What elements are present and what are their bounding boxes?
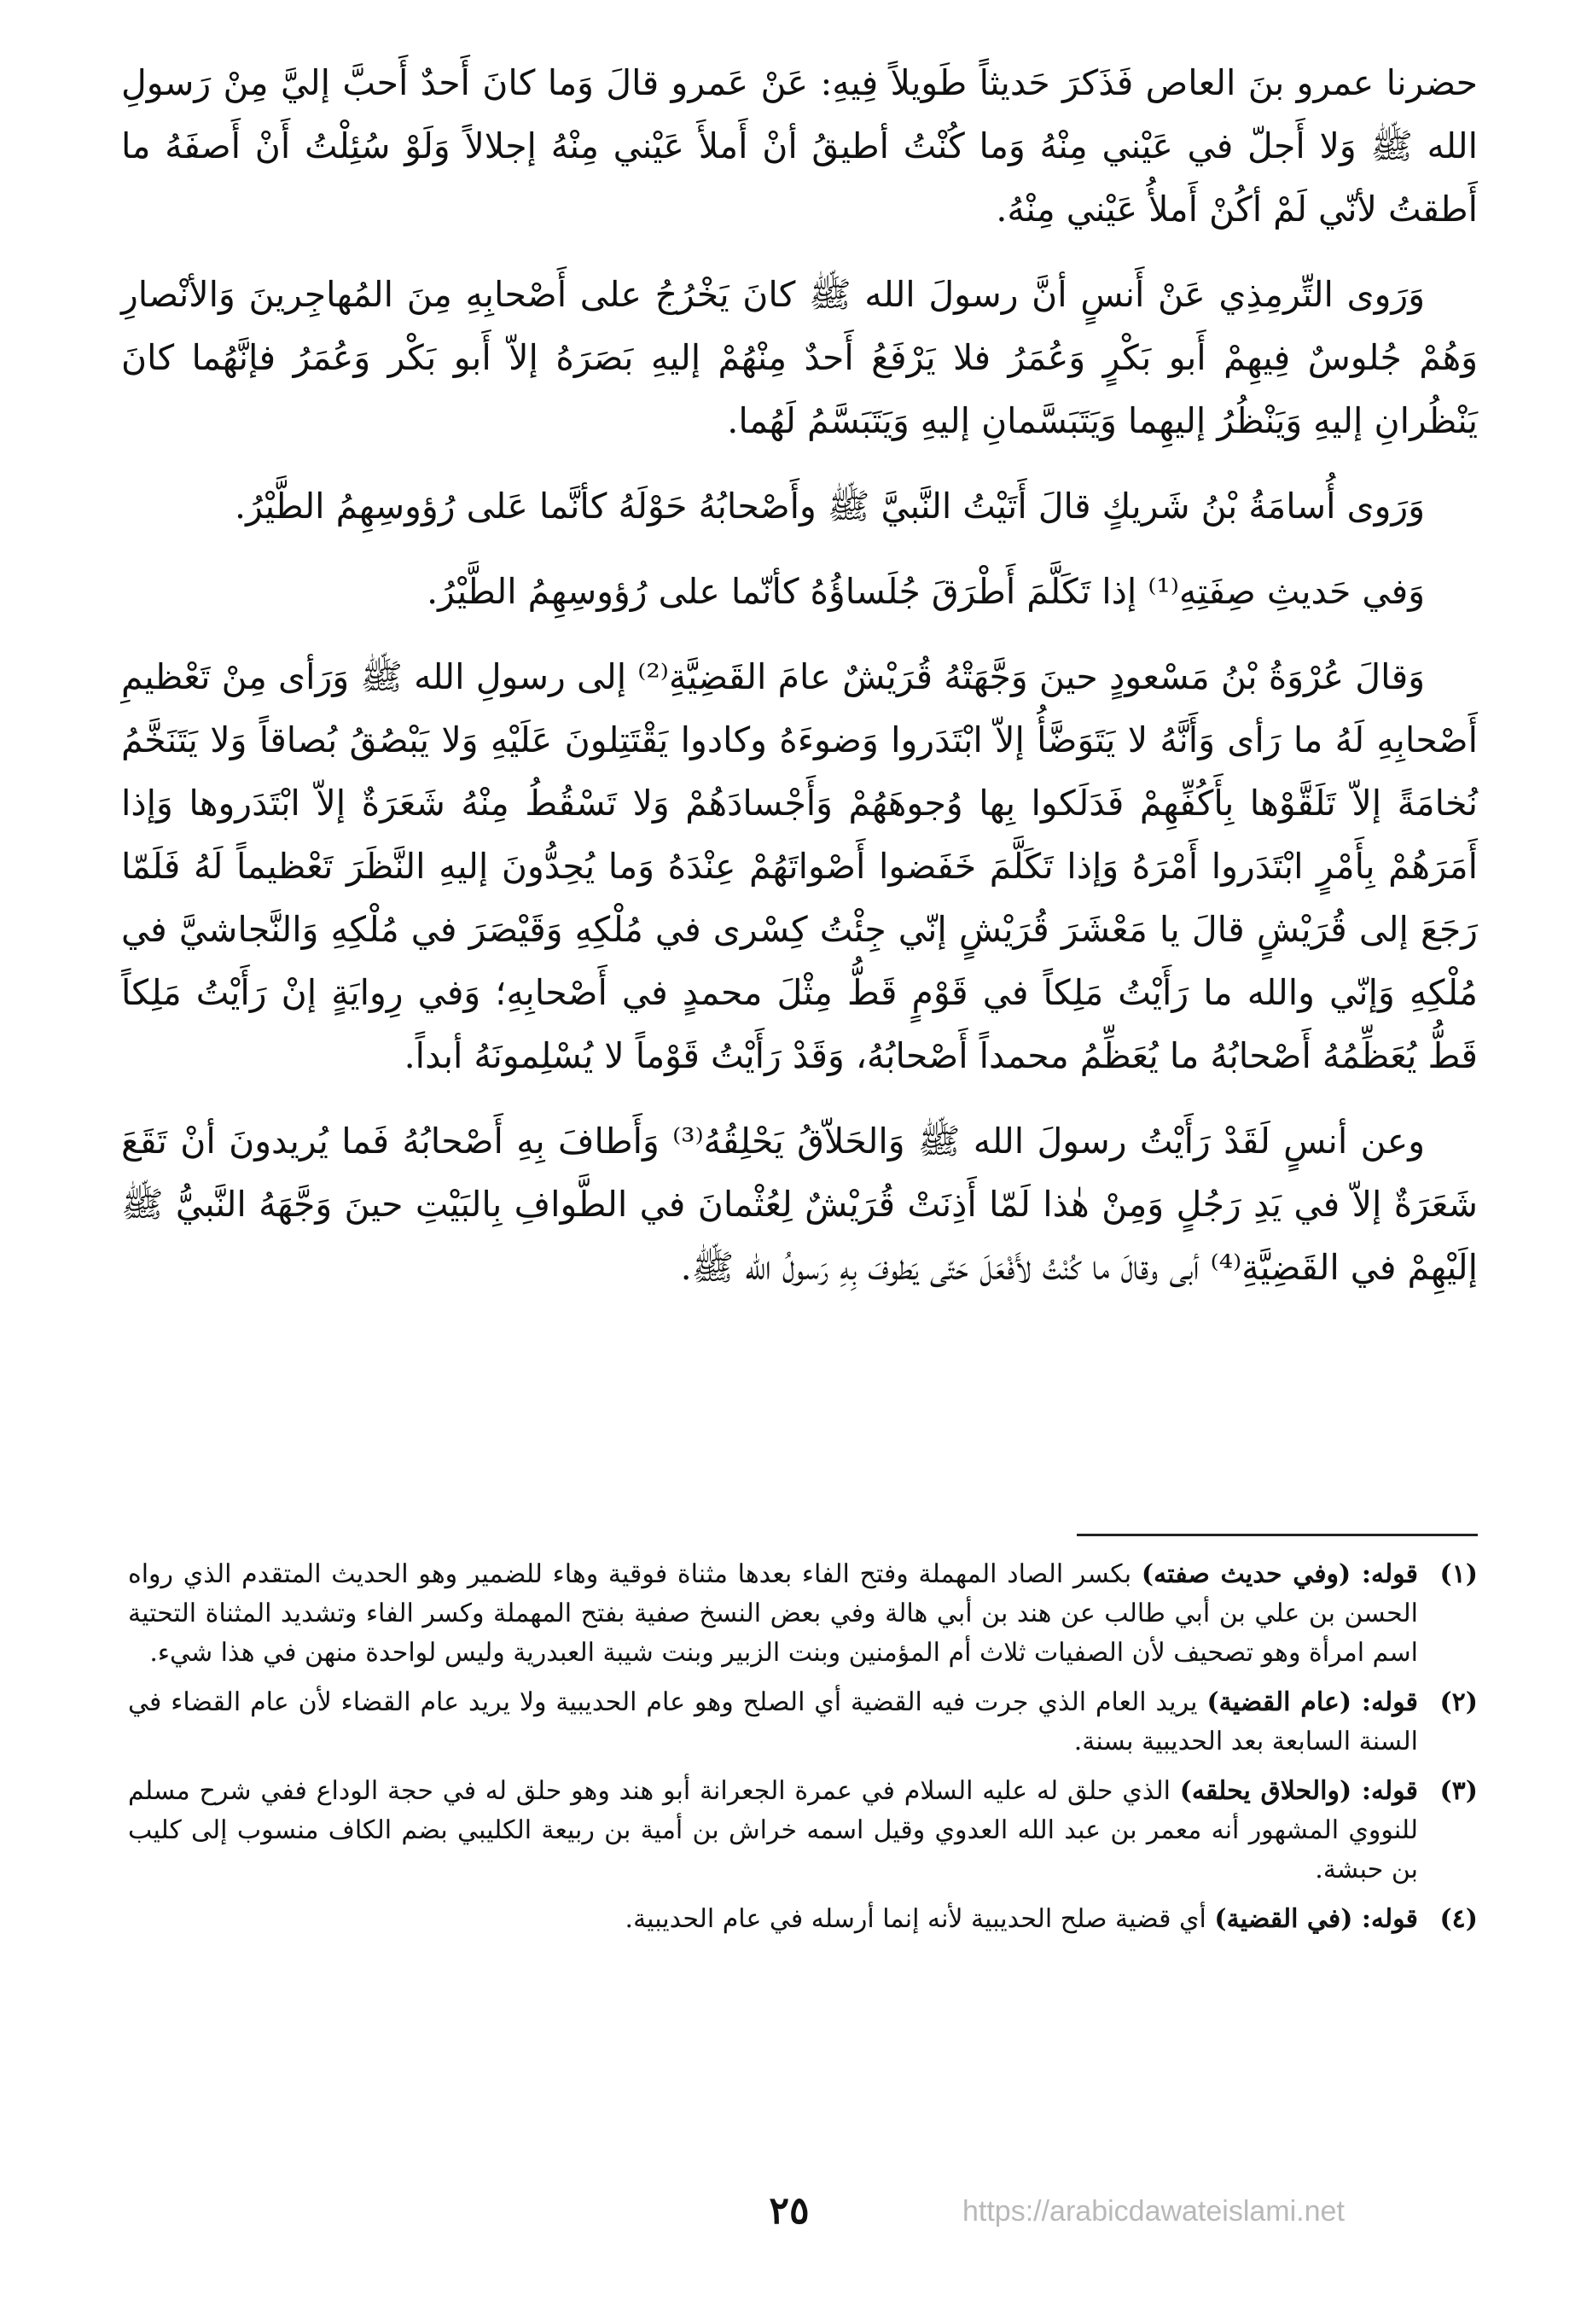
footnote-lead: قوله: (وفي حديث صفته) (1141, 1559, 1418, 1589)
footnote (128, 1772, 1478, 1890)
footnote (128, 1683, 1478, 1762)
footnote-lead: قوله: (في القضية) (1214, 1904, 1418, 1934)
footnote-text: بكسر الصاد المهملة وفتح الفاء بعدها مثناة فوقية وهاء للضمير وهو الحديث المتقدم الذي رواه الحسن بن علي بن أبي طالب عن هند بن أبي هالة وفي بعض النسخ صفية بفتح المهملة وكسر الفاء وتشديد المثناة التحتية اسم امرأة وهو تصحيف لأن الصفيات ثلاث أم المؤمنين وبنت الزبير وبنت شيبة العبدرية وليس لواحدة منهن في هذا شيء. (128, 1559, 1418, 1668)
paragraph: وَفي حَديثِ صِفَتِهِ⁽¹⁾ إذا تَكَلَّمَ أَطْرَقَ جُلَساؤُهُ كأنّما على رُؤوسِهِمُ الطَّيْرُ. (427, 571, 1425, 612)
footnote-number: (١) (1439, 1559, 1478, 1589)
footnote-text: أي قضية صلح الحديبية لأنه إنما أرسله في عام الحديبية. (625, 1904, 1215, 1934)
footnote-number: (٤) (1439, 1904, 1478, 1934)
footnotes (128, 1555, 1478, 1949)
footnote-body (128, 1683, 1418, 1762)
main-text (121, 51, 1478, 1321)
paragraph: وَقالَ عُرْوَةُ بْنُ مَسْعودٍ حينَ وَجَّهَتْهُ قُرَيْشٌ عامَ القَضِيَّةِ⁽²⁾ إلى رسولِ الله ﷺ وَرَأى مِنْ تَعْظيمِ أَصْحابِهِ لَهُ ما رَأى وَأَنَّهُ لا يَتَوَضَّأُ إلاّ ابْتَدَروا وَضوءَهُ وكادوا يَقْتَتِلونَ عَلَيْهِ وَلا يَبْصُقُ بُصاقاً وَلا يَتَنَخَّمُ نُخامَةً إلاّ تَلَقَّوْها بِأَكُفِّهِمْ فَدَلَكوا بِها وُجوهَهُمْ وَأَجْسادَهُمْ وَلا تَسْقُطُ مِنْهُ شَعَرَةٌ إلاّ ابْتَدَروها وَإذا أَمَرَهُمْ بِأَمْرٍ ابْتَدَروا أَمْرَهُ وَإذا تَكَلَّمَ خَفَضوا أَصْواتَهُمْ عِنْدَهُ وَما يُحِدُّونَ إليهِ النَّظَرَ تَعْظيماً لَهُ فَلَمّا رَجَعَ إلى قُرَيْشٍ قالَ يا مَعْشَرَ قُرَيْشٍ إنّي جِئْتُ كِسْرى في مُلْكِهِ وَقَيْصَرَ في مُلْكِهِ وَالنَّجاشيَّ في مُلْكِهِ وَإنّي والله ما رَأَيْتُ مَلِكاً في قَوْمٍ قَطُّ مِثْلَ محمدٍ في أَصْحابِهِ؛ وَفي رِوايَةٍ إنْ رَأَيْتُ مَلِكاً قَطُّ يُعَظِّمُهُ أَصْحابُهُ ما يُعَظِّمُ محمداً أَصْحابُهُ، وَقَدْ رَأَيْتُ قَوْماً لا يُسْلِمونَهُ أبداً. (121, 656, 1478, 1076)
footnote (128, 1900, 1478, 1939)
paragraph: وعن أنسٍ لَقَدْ رَأَيْتُ رسولَ الله ﷺ وَالحَلاّقُ يَحْلِقُهُ⁽³⁾ وَأَطافَ بِهِ أَصْحابُهُ فَما يُريدونَ أنْ تَقَعَ شَعَرَةٌ إلاّ في يَدِ رَجُلٍ وَمِنْ هٰذا لَمّا أَذِنَتْ قُرَيْشٌ لِعُثْمانَ في الطَّوافِ بِالبَيْتِ حينَ وَجَّهَهُ النَّبيُّ ﷺ إلَيْهِمْ في القَضِيَّةِ⁽⁴⁾ أبى وقالَ ما كُنْتُ لأَفْعَلَ حَتّى يَطوفَ بِهِ رَسولُ الله ﷺ. (121, 1121, 1478, 1288)
footnote-lead: قوله: (عام القضية) (1206, 1687, 1419, 1717)
footnote-text: يريد العام الذي جرت فيه القضية أي الصلح وهو عام الحديبية ولا يريد عام القضاء لأن عام القضاء في السنة السابعة بعد الحديبية بسنة. (128, 1687, 1418, 1756)
paragraph: وَرَوى أُسامَةُ بْنُ شَريكٍ قالَ أَتَيْتُ النَّبيَّ ﷺ وأَصْحابُهُ حَوْلَهُ كأنَّما عَلى رُؤوسِهِمُ الطَّيْرُ. (235, 486, 1425, 527)
paragraph: وَرَوى التِّرمِذِي عَنْ أَنسٍ أنَّ رسولَ الله ﷺ كانَ يَخْرُجُ على أَصْحابِهِ مِنَ المُهاجِرينَ وَالأنْصارِ وَهُمْ جُلوسٌ فِيهِمْ أَبو بَكْرٍ وَعُمَرُ فلا يَرْفَعُ أَحدٌ مِنْهُمْ إليهِ بَصَرَهُ إلاّ أَبو بَكْر وَعُمَرُ فإنَّهُما كانَ يَنْظُرانِ إليهِ وَيَنْظُرُ إليهِما وَيَتَبَسَّمانِ إليهِ وَيَتَبَسَّمُ لَهُما. (121, 274, 1478, 441)
footnote (128, 1555, 1478, 1673)
watermark-url: https://arabicdawateislami.net (962, 2195, 1345, 2228)
paragraph: حضرنا عمرو بنَ العاص فَذَكرَ حَديثاً طَويلاً فِيهِ: عَنْ عَمرو قالَ وَما كانَ أَحدٌ أَحبَّ إليَّ مِنْ رَسولِ الله ﷺ وَلا أَجلّ في عَيْني مِنْهُ وَما كُنْتُ أطيقُ أنْ أَملأَ عَيْني مِنْهُ إجلالاً وَلَوْ سُئِلْتُ أَنْ أَصفَهُ ما أَطقتُ لأنّي لَمْ أكُنْ أَملأُ عَيْني مِنْهُ. (121, 62, 1478, 230)
footnote-body (128, 1555, 1418, 1673)
footnote-number: (٢) (1439, 1687, 1478, 1717)
footnote-body (128, 1900, 1418, 1939)
footnote-separator (1077, 1534, 1478, 1536)
page-number: ٢٥ (769, 2189, 810, 2233)
footnote-number: (٣) (1439, 1776, 1478, 1806)
footnote-lead: قوله: (والحلاق يحلقه) (1179, 1776, 1418, 1806)
footnote-text: الذي حلق له عليه السلام في عمرة الجعرانة أبو هند وهو حلق له في حجة الوداع ففي شرح مسلم للنووي المشهور أنه معمر بن عبد الله العدوي وقيل اسمه خراش بن أمية بن ربيعة الكليبي بضم الكاف منسوب إلى كليب بن حبشة. (128, 1776, 1418, 1884)
footnote-body (128, 1772, 1418, 1890)
